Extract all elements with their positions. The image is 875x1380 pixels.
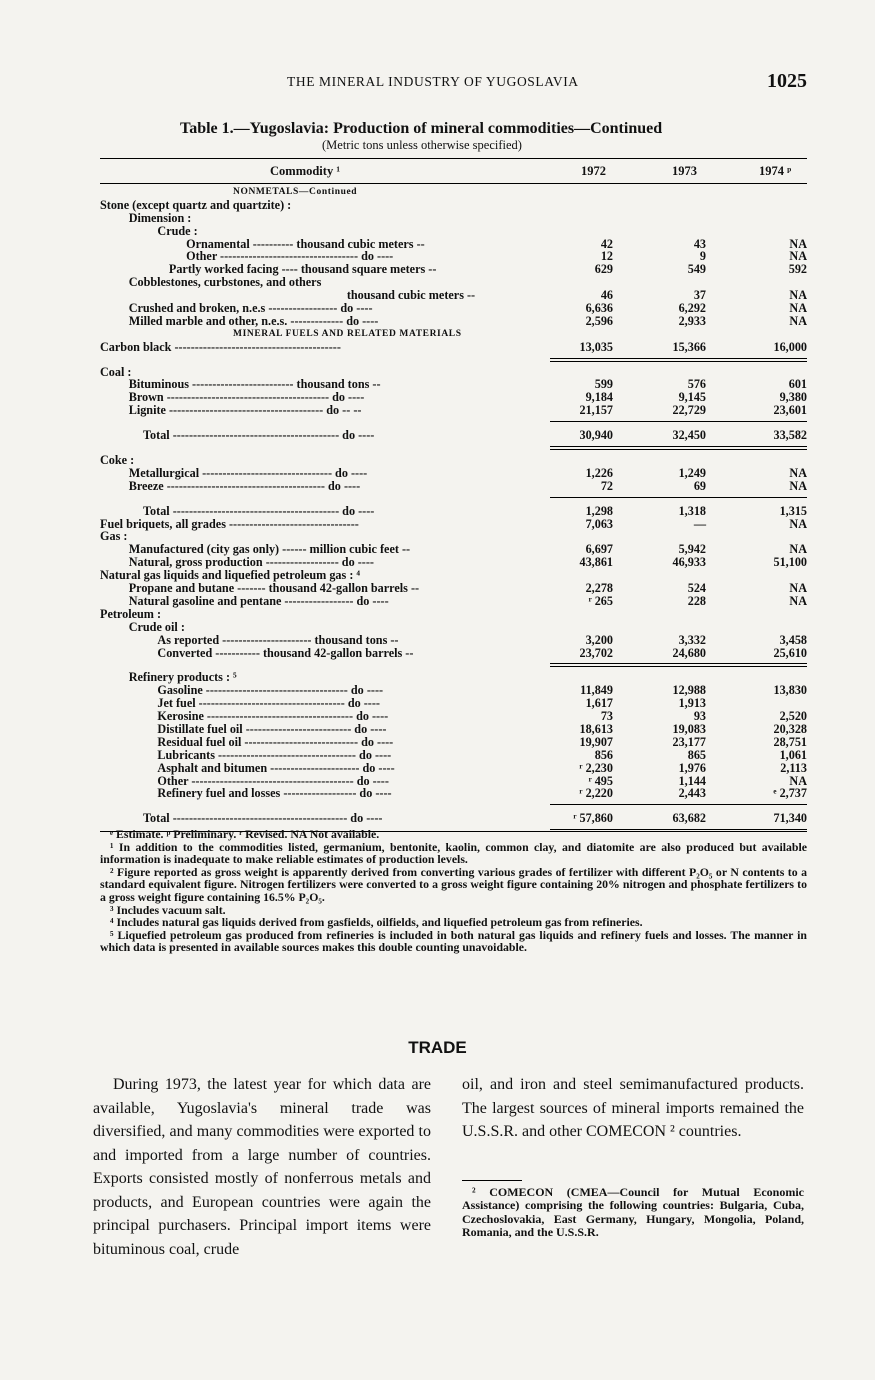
value-cell: 28,751 xyxy=(773,734,807,749)
value-cell: 592 xyxy=(788,262,807,277)
value-cell: ʳ 2,220 xyxy=(579,786,613,801)
row-label: Lubricants ---------------------------------- do ---- xyxy=(157,747,392,762)
value-cell: 228 xyxy=(687,593,706,608)
value-cell: 599 xyxy=(594,377,613,392)
value-cell: 1,226 xyxy=(585,465,613,480)
value-cell: NA xyxy=(789,288,807,303)
running-title: THE MINERAL INDUSTRY OF YUGOSLAVIA xyxy=(287,74,579,89)
value-cell: NA xyxy=(789,465,807,480)
value-cell: 23,177 xyxy=(672,734,706,749)
footnote: ⁵ Liquefied petroleum gas produced from refineries is included in both natural gas liquids and refinery fuels and losses. The manner in which data is presented in available sources makes this double counting unavoidable. xyxy=(100,927,807,955)
row-label: Natural gas liquids and liquefied petroleum gas : ⁴ xyxy=(100,568,361,583)
value-cell: 13,830 xyxy=(773,683,807,698)
row-label: Other ---------------------------------- do ---- xyxy=(186,249,394,264)
row-label: Converted ----------- thousand 42-gallon barrels -- xyxy=(157,645,414,660)
value-cell: 576 xyxy=(687,377,706,392)
table-row xyxy=(100,634,807,647)
value-cell: 13,035 xyxy=(579,339,613,354)
value-cell: 2,278 xyxy=(585,581,613,596)
value-cell: 524 xyxy=(687,581,706,596)
value-cell: 20,328 xyxy=(773,721,807,736)
table-row xyxy=(100,812,807,825)
value-cell: NA xyxy=(789,773,807,788)
row-label: Natural gasoline and pentane ----------------- do ---- xyxy=(128,593,389,608)
row-label: Crushed and broken, n.e.s ----------------- do ---- xyxy=(128,301,373,316)
value-cell: 9,145 xyxy=(678,390,706,405)
value-cell: NA xyxy=(789,249,807,264)
column-header-1973: 1973 xyxy=(672,164,697,178)
row-label: Fuel briquets, all grades -------------------------------- xyxy=(100,516,359,531)
row-label: Crude : xyxy=(157,223,198,238)
value-cell: 46 xyxy=(600,288,613,303)
value-cell: 42 xyxy=(600,236,613,251)
value-cell: 6,697 xyxy=(585,542,613,557)
value-cell: ʳ 2,230 xyxy=(579,760,613,775)
trade-paragraph-right: oil, and iron and steel semimanufactured products. The largest sources of mineral imports remained the U.S.S.R. and other COMECON ² countries. xyxy=(462,1076,804,1140)
value-cell: 33,582 xyxy=(773,428,807,443)
double-rule xyxy=(550,446,807,450)
value-cell: 69 xyxy=(693,478,706,493)
value-cell: 6,292 xyxy=(678,301,706,316)
row-label: Milled marble and other, n.e.s. ------------- do ---- xyxy=(128,313,379,328)
value-cell: 37 xyxy=(693,288,706,303)
table-row xyxy=(100,341,807,354)
value-cell: 30,940 xyxy=(579,428,613,443)
row-label: Kerosine ------------------------------------ do ---- xyxy=(157,709,389,724)
section-heading xyxy=(100,186,807,199)
value-cell: 18,613 xyxy=(579,721,613,736)
value-cell: NA xyxy=(789,516,807,531)
value-cell: 32,450 xyxy=(672,428,706,443)
row-label: Total ----------------------------------------- do ---- xyxy=(143,503,375,518)
value-cell: 23,702 xyxy=(579,645,613,660)
value-cell: 601 xyxy=(788,377,807,392)
value-cell: 23,601 xyxy=(773,403,807,418)
table-row xyxy=(100,647,807,660)
value-cell: 629 xyxy=(594,262,613,277)
value-cell: 1,298 xyxy=(585,503,613,518)
value-cell: 1,617 xyxy=(585,696,613,711)
sum-rule xyxy=(550,421,807,422)
row-label: Natural, gross production ------------------ do ---- xyxy=(128,555,374,570)
value-cell: 9,184 xyxy=(585,390,613,405)
value-cell: 25,610 xyxy=(773,645,807,660)
value-cell: 22,729 xyxy=(672,403,706,418)
footnote: ᵉ Estimate. ᵖ Preliminary. ʳ Revised. NA Not available. xyxy=(110,827,380,841)
table-row xyxy=(100,199,807,212)
column-header-1972: 1972 xyxy=(581,164,606,178)
value-cell: 11,849 xyxy=(580,683,613,698)
row-label: Jet fuel ------------------------------------ do ---- xyxy=(157,696,380,711)
value-cell: NA xyxy=(789,581,807,596)
value-cell: 63,682 xyxy=(672,811,706,826)
row-label: MINERAL FUELS AND RELATED MATERIALS xyxy=(233,328,462,339)
value-cell: 16,000 xyxy=(773,339,807,354)
production-table-body xyxy=(100,186,807,832)
row-label: Stone (except quartz and quartzite) : xyxy=(100,197,292,212)
page-header xyxy=(0,70,875,94)
value-cell: 865 xyxy=(687,747,706,762)
value-cell: NA xyxy=(789,313,807,328)
row-label: Metallurgical -------------------------------- do ---- xyxy=(128,465,368,480)
value-cell: 2,113 xyxy=(780,760,807,775)
value-cell: 549 xyxy=(687,262,706,277)
comecon-footnote: ² COMECON (CMEA—Council for Mutual Economic Assistance) comprising the following countries: Bulgaria, Cuba, Czechoslovakia, East Germany, Hungary, Mongolia, Poland, Romania, and the U.S.S.R. xyxy=(462,1185,804,1240)
footnote: ³ Includes vacuum salt. xyxy=(110,902,226,917)
table-row xyxy=(100,595,807,608)
table-row xyxy=(100,723,807,736)
row-label: Ornamental ---------- thousand cubic meters -- xyxy=(186,236,425,251)
value-cell: 12,988 xyxy=(672,683,706,698)
value-cell: 1,913 xyxy=(678,696,706,711)
table-row xyxy=(100,302,807,315)
row-label: Total ----------------------------------------- do ---- xyxy=(143,428,375,443)
row-label: As reported ---------------------- thousand tons -- xyxy=(157,632,399,647)
row-label: Dimension : xyxy=(128,210,192,225)
row-label: Brown ---------------------------------------- do ---- xyxy=(128,390,365,405)
value-cell: 1,249 xyxy=(678,465,706,480)
value-cell: 3,332 xyxy=(678,632,706,647)
value-cell: 15,366 xyxy=(672,339,706,354)
table-row xyxy=(100,315,807,328)
row-label: NONMETALS—Continued xyxy=(233,187,358,197)
table-row xyxy=(100,225,807,238)
row-label: Partly worked facing ---- thousand square meters -- xyxy=(168,262,437,277)
value-cell: 24,680 xyxy=(672,645,706,660)
value-cell: 9 xyxy=(699,249,706,264)
value-cell: — xyxy=(693,516,706,531)
row-label: Petroleum : xyxy=(100,606,162,621)
value-cell: 3,458 xyxy=(779,632,807,647)
value-cell: 2,596 xyxy=(585,313,613,328)
value-cell: 2,443 xyxy=(678,786,706,801)
value-cell: NA xyxy=(789,542,807,557)
footnote: ² Figure reported as gross weight is apparently derived from converting various grades of fertilizer with different P₂O₅ or N contents to a standard equivalent figure. Nitrogen fertilizers were converted to a gross weight figure containing 20% nitrogen and phosphate fertilizers to a gross weight figure containing 16.5% P₂O₅. xyxy=(100,864,807,904)
value-cell: NA xyxy=(789,236,807,251)
row-label: Coal : xyxy=(100,364,132,379)
row-label: Gas : xyxy=(100,529,128,544)
row-label: Residual fuel oil ---------------------------- do ---- xyxy=(157,734,394,749)
row-label: Refinery fuel and losses ------------------ do ---- xyxy=(157,786,392,801)
value-cell: 7,063 xyxy=(585,516,613,531)
value-cell: 1,318 xyxy=(678,503,706,518)
footnote-rule xyxy=(462,1180,522,1181)
row-label: Refinery products : ⁵ xyxy=(128,670,237,685)
value-cell: 6,636 xyxy=(585,301,613,316)
table-row xyxy=(100,212,807,225)
value-cell: NA xyxy=(789,593,807,608)
row-label: Other ---------------------------------------- do ---- xyxy=(157,773,389,788)
row-label: Asphalt and bitumen ---------------------- do ---- xyxy=(157,760,395,775)
double-rule xyxy=(550,358,807,362)
table-title: Table 1.—Yugoslavia: Production of mineral commodities—Continued xyxy=(180,120,663,137)
value-cell: 856 xyxy=(594,747,613,762)
value-cell: 72 xyxy=(600,478,613,493)
table-row xyxy=(100,621,807,634)
value-cell: 71,340 xyxy=(773,811,807,826)
row-label: Coke : xyxy=(100,453,135,468)
value-cell: ʳ 265 xyxy=(588,593,613,608)
value-cell: NA xyxy=(789,301,807,316)
table-row xyxy=(100,404,807,417)
row-label: Bituminous ------------------------- thousand tons -- xyxy=(128,377,381,392)
row-label: Total ------------------------------------------- do ---- xyxy=(143,811,383,826)
value-cell: 19,907 xyxy=(579,734,613,749)
column-header-commodity: Commodity ¹ xyxy=(270,164,341,178)
row-label: thousand cubic meters -- xyxy=(346,288,476,303)
table-row xyxy=(100,505,807,518)
table-row xyxy=(100,480,807,493)
table-row xyxy=(100,467,807,480)
column-header-1974: 1974 ᵖ xyxy=(759,164,792,178)
row-label: Gasoline ----------------------------------- do ---- xyxy=(157,683,384,698)
trade-paragraph-left: During 1973, the latest year for which data are available, Yugoslavia's mineral trade was diversified, and many commodities were exported to and imported from a large number of countries. Exports consisted mostly of nonferrous metals and products, and European countries were again the principal purchasers. Principal import items were bituminous coal, crude xyxy=(93,1076,431,1258)
value-cell: 9,380 xyxy=(779,390,807,405)
value-cell: 1,144 xyxy=(678,773,706,788)
value-cell: 2,933 xyxy=(678,313,706,328)
table-row xyxy=(100,608,807,621)
value-cell: 12 xyxy=(600,249,613,264)
table-header xyxy=(100,158,807,184)
value-cell: 51,100 xyxy=(773,555,807,570)
value-cell: 1,976 xyxy=(678,760,706,775)
row-label: Breeze --------------------------------------- do ---- xyxy=(128,478,361,493)
table-row xyxy=(100,429,807,442)
value-cell: 43,861 xyxy=(579,555,613,570)
footnote: ¹ In addition to the commodities listed, germanium, bentonite, kaolin, common clay, and diatomite are also produced but available information is inadequate to make reliable estimates of production levels. xyxy=(100,839,807,867)
table-row xyxy=(100,736,807,749)
value-cell: ʳ 495 xyxy=(588,773,613,788)
value-cell: 93 xyxy=(693,709,706,724)
row-label: Propane and butane ------- thousand 42-gallon barrels -- xyxy=(128,581,420,596)
table-row xyxy=(100,518,807,531)
sum-rule xyxy=(550,497,807,498)
row-label: Lignite -------------------------------------- do -- -- xyxy=(128,403,362,418)
row-label: Distillate fuel oil -------------------------- do ---- xyxy=(157,721,387,736)
page-number: 1025 xyxy=(767,70,807,92)
row-label: Carbon black ----------------------------------------- xyxy=(100,339,341,354)
value-cell: 3,200 xyxy=(585,632,613,647)
row-label: Manufactured (city gas only) ------ million cubic feet -- xyxy=(128,542,411,557)
footnote: ⁴ Includes natural gas liquids derived from gasfields, oilfields, and liquefied petroleum gas from refineries. xyxy=(110,915,643,930)
value-cell: 2,520 xyxy=(779,709,807,724)
value-cell: ᵉ 2,737 xyxy=(773,786,807,801)
row-label: Crude oil : xyxy=(128,619,185,634)
double-rule xyxy=(550,663,807,667)
value-cell: 19,083 xyxy=(672,721,706,736)
value-cell: 46,933 xyxy=(672,555,706,570)
table-row xyxy=(100,749,807,762)
table-subtitle: (Metric tons unless otherwise specified) xyxy=(322,138,522,152)
sum-rule xyxy=(550,804,807,805)
value-cell: 5,942 xyxy=(678,542,706,557)
trade-heading: TRADE xyxy=(408,1038,467,1057)
value-cell: 73 xyxy=(600,709,613,724)
table-row xyxy=(100,582,807,595)
value-cell: 43 xyxy=(693,236,706,251)
table-row xyxy=(100,454,807,467)
value-cell: NA xyxy=(789,478,807,493)
value-cell: 1,315 xyxy=(779,503,807,518)
table-row xyxy=(100,787,807,800)
row-label: Cobblestones, curbstones, and others xyxy=(128,275,322,290)
value-cell: 21,157 xyxy=(579,403,613,418)
value-cell: ʳ 57,860 xyxy=(573,811,613,826)
value-cell: 1,061 xyxy=(779,747,807,762)
table-row xyxy=(100,762,807,775)
section-heading xyxy=(100,328,807,341)
table-footnotes xyxy=(100,828,807,954)
